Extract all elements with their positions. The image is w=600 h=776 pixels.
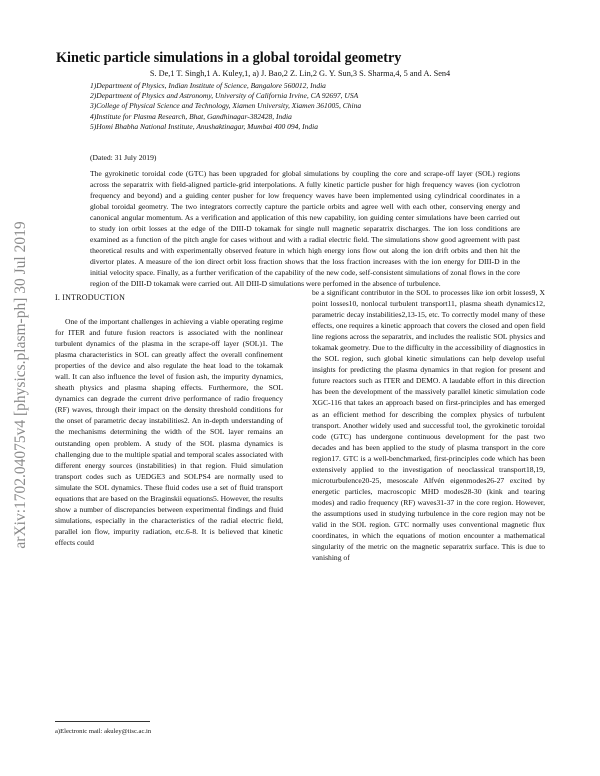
footnote-divider [55, 721, 150, 722]
author-list: S. De,1 T. Singh,1 A. Kuley,1, a) J. Bao,2 Z. Lin,2 G. Y. Sun,3 S. Sharma,4, 5 and A. Sen4 [149, 69, 451, 78]
affiliations [90, 81, 520, 132]
arxiv-stamp [6, 170, 36, 600]
affiliation: 2)Department of Physics and Astronomy, University of California Irvine, CA 92697, USA [90, 91, 359, 101]
dated-line: (Dated: 31 July 2019) [90, 153, 157, 162]
body-paragraph: One of the important challenges in achieving a viable operating regime for ITER and future fusion reactors is associated with the nonlinear turbulent dynamics of the plasma in the scrape-off layer (SOL)1. The plasma characteristics in SOL can greatly affect the overall confinement properties of the device and also regulate the heat load to the tokamak wall. It can also influence the level of fusion ash, the impurity dynamics, sheath physics and plasma shaping effects. Furthermore, the SOL dynamics can degrade the current drive performance of radio frequency (RF) waves, through their impact on the density threshold conditions for the onset of parametric decay instabilities2. An in-depth understanding of the mechanisms determining the width of the SOL layer remains an outstanding open problem. A study of the SOL plasma dynamics is challenging due to the multiple spatial and temporal scales associated with different energy sources (instabilities) in that region. Fluid simulation transport codes such as UEDGE3 and SOLPS4 are normally used to simulate the SOL dynamics. These fluid codes use a set of fluid transport equations that are based on the Braginskii equations5. However, the results show a number of discrepancies between experimental findings and fluid simulations, especially in the characteristics of the radial electric field, parallel ion flow, impurity radiation, etc.6-8. It is believed that kinetic effects could [55, 317, 283, 547]
body-column-right [312, 287, 545, 563]
section-heading: I. INTRODUCTION [55, 293, 126, 302]
affiliation: 5)Homi Bhabha National Institute, Anushaktinagar, Mumbai 400 094, India [90, 121, 318, 131]
affiliation: 4)Institute for Plasma Research, Bhat, Gandhinagar-382428, India [90, 111, 292, 121]
abstract: The gyrokinetic toroidal code (GTC) has been upgraded for global simulations by coupling the core and scrape-off layer (SOL) regions across the separatrix with field-aligned particle-grid interpolations. A fully kinetic particle pusher for high frequency waves (ion cyclotron frequency and beyond) and a guiding center pusher for low frequency waves have been implemented using cylindrical coordinates in a global toroidal geometry. The two integrators correctly capture the particle orbits and agree well with each other, conserving energy and canonical angular momentum. As a verification and application of this new capability, ion guiding center simulations have been carried out to study ion orbit losses at the edge of the DIII-D tokamak for single null magnetic separatrix discharges. The ion loss conditions are examined as a function of the pitch angle for cases without and with a radial electric field. The simulations show good agreement with past theoretical results and with experimentally observed feature in which high energy ions flow out along the ion drift orbits and then hit the divertor plates. A measure of the ion direct orbit loss fraction shows that the loss fraction increases with the ion energy for DIII-D in the initial velocity space. Finally, as a further verification of the capability of the new code, self-consistent simulations of zonal flows in the core region of the DIII-D tokamak were carried out. All DIII-D simulations were perfomed in the absence of turbulence. [90, 169, 520, 289]
affiliation: 3)College of Physical Science and Technology, Xiamen University, Xiamen 361005, China [90, 101, 362, 111]
paper-title: Kinetic particle simulations in a global toroidal geometry [56, 50, 402, 66]
body-paragraph: be a significant contributor in the SOL to processes like ion orbit losses9, X point losses10, nonlocal turbulent transport11, plasma sheath dynamics12, parametric decay instabilities2,13-15, etc. To correctly model many of these effects, one requires a kinetic approach that covers the closed and open field line regions across the separatrix, and includes the realistic SOL physics and tokamak geometry. Due to the difficulty in the accessibility of diagnostics in the SOL region, such global kinetic simulations can help develop useful insights for predicting the plasma dynamics in that region for present and future reactors such as ITER and DEMO. A laudable effort in this direction has been the development of the massively parallel kinetic simulation code XGC-116 that takes an approach based on first-principles and has emerged as an efficient method for describing the complex physics of turbulent transport. Another widely used and successful tool, the gyrokinetic toroidal code (GTC) has undergone continuous development for the past two decades and has been applied to the study of plasma transport in the core region17. GTC is a well-benchmarked, first-principles code which has been extensively applied to the investigation of neoclassical transport18,19, microturbulence20-25, mesoscale Alfvén eigenmodes26-27 excited by energetic particles, macroscopic MHD modes28-30 (kink and tearing modes) and radio frequency (RF) waves31-37 in the core region. However, the assumptions used in studying turbulence in the core region may not be valid in the SOL region. GTC normally uses conventional magnetic flux coordinates, in which the equations of motion encounter a mathematical singularity of the metric on the magnetic separatrix surface. This is due to vanishing of [312, 288, 545, 563]
body-column-left [55, 316, 283, 548]
footnote [55, 728, 151, 735]
footnote-text: a)Electronic mail: akuley@iisc.ac.in [55, 728, 152, 735]
arxiv-stamp-text: arXiv:1702.04075v4 [physics.plasm-ph] 30 Jul 2019 [12, 221, 29, 549]
affiliation: 1)Department of Physics, Indian Institute of Science, Bangalore 560012, India [90, 81, 326, 90]
